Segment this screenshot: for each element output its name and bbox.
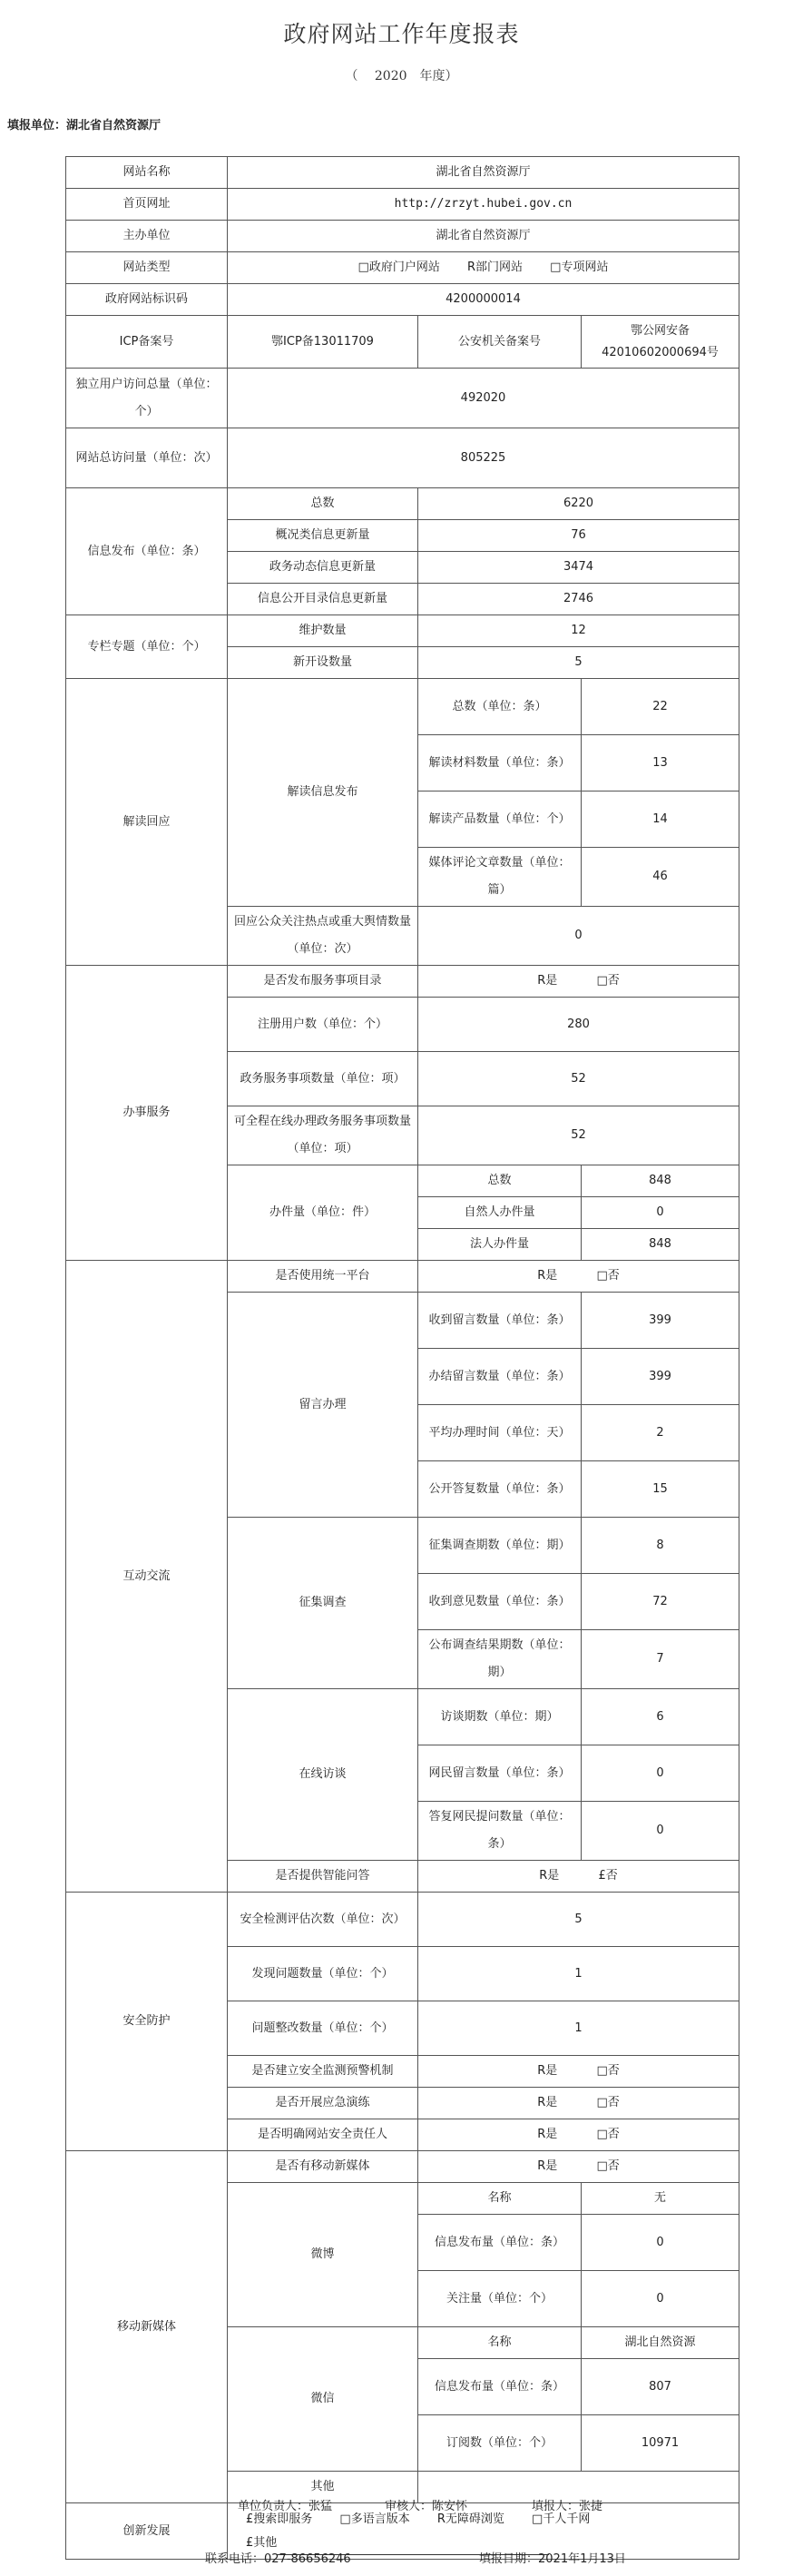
uv-label: 独立用户访问总量（单位：个） [66, 369, 228, 428]
service-cases-legal: 848 [582, 1229, 739, 1261]
innovation-label: 创新发展 [66, 2503, 228, 2560]
monitor-no-checkbox[interactable]: □否 [596, 2064, 620, 2078]
weibo-follow: 0 [582, 2271, 739, 2327]
platform-no-checkbox[interactable]: □否 [596, 1269, 620, 1283]
site-name: 湖北省自然资源厅 [228, 157, 739, 189]
msg-done-label: 办结留言数量（单位：条） [418, 1349, 582, 1405]
security-drill-options [418, 2088, 739, 2119]
survey-results-label: 公布调查结果期数（单位：期） [418, 1630, 582, 1689]
search-service-checkbox[interactable]: £搜索即服务 [246, 2512, 313, 2526]
interview-label: 在线访谈 [228, 1689, 418, 1861]
service-online: 52 [418, 1106, 739, 1165]
msg-done: 399 [582, 1349, 739, 1405]
psb: 鄂公网安备 42010602000694号 [582, 316, 739, 369]
publish-total-label: 总数 [228, 488, 418, 520]
wechat-subs-label: 订阅数（单位：个） [418, 2415, 582, 2472]
report-year: （ 2020 年度） [345, 69, 458, 84]
interpret-sub-label: 解读信息发布 [228, 679, 418, 907]
interpret-label: 解读回应 [66, 679, 228, 966]
weibo-posts: 0 [582, 2215, 739, 2271]
site-name-label: 网站名称 [66, 157, 228, 189]
site-id-label: 政府网站标识码 [66, 284, 228, 316]
drill-no-checkbox[interactable]: □否 [596, 2096, 620, 2109]
site-url: http://zrzyt.hubei.gov.cn [228, 189, 739, 221]
interview-count-label: 访谈期数（单位：期） [418, 1689, 582, 1745]
survey-opinions-label: 收到意见数量（单位：条） [418, 1574, 582, 1630]
publish-overview: 76 [418, 520, 739, 552]
interpret-total-label: 总数（单位：条） [418, 679, 582, 735]
psb-label: 公安机关备案号 [418, 316, 582, 369]
publish-total: 6220 [418, 488, 739, 520]
service-cases-total-label: 总数 [418, 1165, 582, 1197]
interaction-platform-label: 是否使用统一平台 [228, 1261, 418, 1293]
smart-yes-checkbox[interactable]: R是 [539, 1869, 560, 1883]
interpret-material-label: 解读材料数量（单位：条） [418, 735, 582, 791]
interaction-label: 互动交流 [66, 1261, 228, 1893]
mobile-has-options [418, 2151, 739, 2183]
service-cases-person: 0 [582, 1197, 739, 1229]
weibo-posts-label: 信息发布量（单位：条） [418, 2215, 582, 2271]
wechat-posts-label: 信息发布量（单位：条） [418, 2359, 582, 2415]
mobile-no-checkbox[interactable]: □否 [596, 2159, 620, 2173]
service-cases-legal-label: 法人办件量 [418, 1229, 582, 1261]
smart-options [418, 1861, 739, 1893]
report-table [65, 156, 739, 2560]
interpret-product-label: 解读产品数量（单位：个） [418, 791, 582, 848]
site-type-label: 网站类型 [66, 252, 228, 284]
innovation-other-checkbox[interactable]: £其他 [246, 2535, 278, 2550]
survey-count-label: 征集调查期数（单位：期） [418, 1518, 582, 1574]
wechat-posts: 807 [582, 2359, 739, 2415]
interpret-respond-label: 回应公众关注热点或重大舆情数量（单位：次） [228, 907, 418, 966]
interpret-respond: 0 [418, 907, 739, 966]
msg-time-label: 平均办理时间（单位：天） [418, 1405, 582, 1461]
service-online-label: 可全程在线办理政务服务事项数量（单位：项） [228, 1106, 418, 1165]
site-id: 4200000014 [228, 284, 739, 316]
security-owner-options [418, 2119, 739, 2151]
drill-yes-checkbox[interactable]: R是 [537, 2096, 558, 2109]
publish-dynamic: 3474 [418, 552, 739, 584]
weibo-follow-label: 关注量（单位：个） [418, 2271, 582, 2327]
accessibility-checkbox[interactable]: R无障碍浏览 [436, 2512, 504, 2526]
interview-msgs-label: 网民留言数量（单位：条） [418, 1745, 582, 1802]
column-label: 专栏专题（单位：个） [66, 615, 228, 679]
survey-count: 8 [582, 1518, 739, 1574]
contact-phone: 联系电话：027-86656246 [205, 2552, 351, 2566]
monitor-yes-checkbox[interactable]: R是 [537, 2064, 558, 2078]
service-users-label: 注册用户数（单位：个） [228, 998, 418, 1052]
mobile-other-label: 其他 [228, 2472, 418, 2503]
security-found-label: 发现问题数量（单位：个） [228, 1947, 418, 2001]
reviewer: 审核人：陈安怀 [385, 2500, 468, 2513]
service-cases-label: 办件量（单位：件） [228, 1165, 418, 1261]
site-type-portal-checkbox[interactable]: □政府门户网站 [357, 261, 440, 274]
security-label: 安全防护 [66, 1893, 228, 2151]
publish-overview-label: 概况类信息更新量 [228, 520, 418, 552]
page-title: 政府网站工作年度报表 [283, 21, 520, 47]
reporting-unit-label: 填报单位： [7, 119, 67, 133]
host: 湖北省自然资源厅 [228, 221, 739, 252]
publish-dynamic-label: 政务动态信息更新量 [228, 552, 418, 584]
fill-date: 填报日期：2021年1月13日 [479, 2552, 626, 2566]
publish-catalog-label: 信息公开目录信息更新量 [228, 584, 418, 615]
reporting-unit-name: 湖北省自然资源厅 [66, 119, 162, 133]
column-new-label: 新开设数量 [228, 647, 418, 679]
service-cases-person-label: 自然人办件量 [418, 1197, 582, 1229]
service-catalog-options [418, 966, 739, 998]
site-type-special-checkbox[interactable]: □专项网站 [550, 261, 609, 274]
security-owner-label: 是否明确网站安全责任人 [228, 2119, 418, 2151]
smart-label: 是否提供智能问答 [228, 1861, 418, 1893]
uv: 492020 [228, 369, 739, 428]
platform-yes-checkbox[interactable]: R是 [537, 1269, 558, 1283]
service-catalog-yes-checkbox[interactable]: R是 [537, 974, 558, 988]
security-checks: 5 [418, 1893, 739, 1947]
security-fixed: 1 [418, 2001, 739, 2056]
service-catalog-no-checkbox[interactable]: □否 [596, 974, 620, 988]
reporting-unit [7, 115, 161, 133]
interview-msgs: 0 [582, 1745, 739, 1802]
msg-received-label: 收到留言数量（单位：条） [418, 1293, 582, 1349]
host-label: 主办单位 [66, 221, 228, 252]
mobile-label: 移动新媒体 [66, 2151, 228, 2503]
service-items-label: 政务服务事项数量（单位：项） [228, 1052, 418, 1106]
interaction-platform-options [418, 1261, 739, 1293]
publish-label: 信息发布（单位：条） [66, 488, 228, 615]
site-type-department-checkbox[interactable]: R部门网站 [466, 261, 524, 274]
column-new: 5 [418, 647, 739, 679]
wechat-name: 湖北自然资源 [582, 2327, 739, 2359]
survey-results: 7 [582, 1630, 739, 1689]
weibo-label: 微博 [228, 2183, 418, 2327]
pv-label: 网站总访问量（单位：次） [66, 428, 228, 488]
security-drill-label: 是否开展应急演练 [228, 2088, 418, 2119]
wechat-name-label: 名称 [418, 2327, 582, 2359]
mobile-yes-checkbox[interactable]: R是 [537, 2159, 558, 2173]
unit-leader: 单位负责人：张猛 [238, 2500, 333, 2513]
wechat-subs: 10971 [582, 2415, 739, 2472]
interview-answers-label: 答复网民提问数量（单位：条） [418, 1802, 582, 1861]
site-url-label: 首页网址 [66, 189, 228, 221]
multilang-checkbox[interactable]: □多语言版本 [339, 2512, 410, 2526]
smart-no-checkbox[interactable]: £否 [598, 1869, 618, 1883]
interview-answers: 0 [582, 1802, 739, 1861]
survey-opinions: 72 [582, 1574, 739, 1630]
owner-no-checkbox[interactable]: □否 [596, 2128, 620, 2141]
wechat-label: 微信 [228, 2327, 418, 2472]
interpret-material: 13 [582, 735, 739, 791]
service-items: 52 [418, 1052, 739, 1106]
pv: 805225 [228, 428, 739, 488]
security-monitor-label: 是否建立安全监测预警机制 [228, 2056, 418, 2088]
service-label: 办事服务 [66, 966, 228, 1261]
msg-time: 2 [582, 1405, 739, 1461]
weibo-name-label: 名称 [418, 2183, 582, 2215]
survey-label: 征集调查 [228, 1518, 418, 1689]
column-maintain-label: 维护数量 [228, 615, 418, 647]
security-found: 1 [418, 1947, 739, 2001]
security-checks-label: 安全检测评估次数（单位：次） [228, 1893, 418, 1947]
interpret-media: 46 [582, 848, 739, 907]
mobile-has-label: 是否有移动新媒体 [228, 2151, 418, 2183]
weibo-name: 无 [582, 2183, 739, 2215]
interpret-product: 14 [582, 791, 739, 848]
msg-public: 15 [582, 1461, 739, 1518]
icp: 鄂ICP备13011709 [228, 316, 418, 369]
column-maintain: 12 [418, 615, 739, 647]
personalized-checkbox[interactable]: □千人千网 [532, 2512, 591, 2526]
interview-count: 6 [582, 1689, 739, 1745]
service-users: 280 [418, 998, 739, 1052]
security-fixed-label: 问题整改数量（单位：个） [228, 2001, 418, 2056]
interpret-media-label: 媒体评论文章数量（单位：篇） [418, 848, 582, 907]
service-cases-total: 848 [582, 1165, 739, 1197]
msg-label: 留言办理 [228, 1293, 418, 1518]
msg-received: 399 [582, 1293, 739, 1349]
owner-yes-checkbox[interactable]: R是 [537, 2128, 558, 2141]
icp-label: ICP备案号 [66, 316, 228, 369]
msg-public-label: 公开答复数量（单位：条） [418, 1461, 582, 1518]
filler: 填报人：张捷 [532, 2500, 603, 2513]
security-monitor-options [418, 2056, 739, 2088]
site-type-options [228, 252, 739, 284]
interpret-total: 22 [582, 679, 739, 735]
publish-catalog: 2746 [418, 584, 739, 615]
service-catalog-label: 是否发布服务事项目录 [228, 966, 418, 998]
